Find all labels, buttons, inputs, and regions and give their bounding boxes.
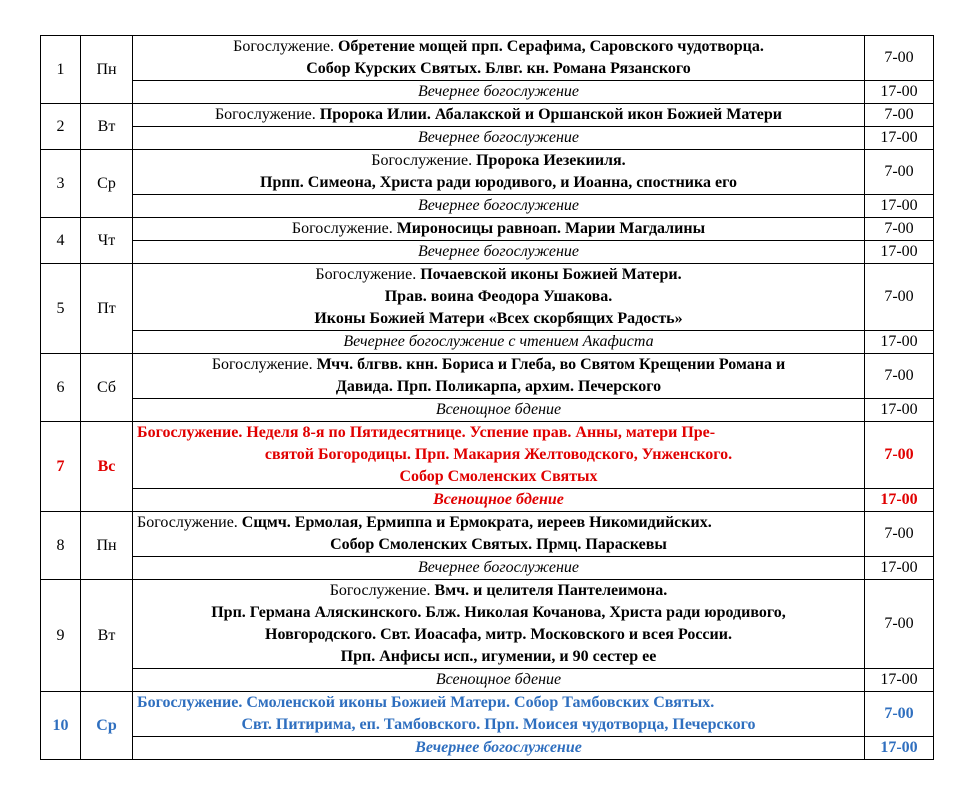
service-time: 7-00 — [865, 150, 934, 195]
evening-row-7 — [41, 489, 934, 512]
description-line — [137, 534, 860, 556]
feast-text: Обретение мощей прп. Серафима, Саровского чудотворца. — [337, 38, 764, 55]
description-line — [137, 264, 860, 286]
weekday: Ср — [81, 150, 133, 218]
evening-service: Всенощное бдение — [133, 399, 865, 422]
day-number: 2 — [41, 104, 81, 150]
evening-row-4 — [41, 241, 934, 264]
weekday: Ср — [81, 692, 133, 760]
evening-time: 17-00 — [865, 489, 934, 512]
evening-row-3 — [41, 195, 934, 218]
service-description — [133, 354, 865, 399]
description-line — [137, 218, 860, 240]
evening-service: Вечернее богослужение с чтением Акафиста — [133, 331, 865, 354]
service-prefix: Богослужение. — [137, 424, 247, 441]
service-description — [133, 218, 865, 241]
day-row-6 — [41, 354, 934, 399]
description-line — [137, 646, 860, 668]
evening-service: Вечернее богослужение — [133, 557, 865, 580]
feast-text: Новгородского. Свт. Иоасафа, митр. Московского и всея России. — [265, 626, 732, 643]
description-line — [137, 286, 860, 308]
weekday: Вс — [81, 422, 133, 512]
feast-text: Почаевской иконы Божией Матери. — [420, 266, 682, 283]
feast-text: Сщмч. Ермолая, Ермиппа и Ермократа, иереев Никомидийских. — [241, 514, 712, 531]
service-time: 7-00 — [865, 354, 934, 399]
day-number: 6 — [41, 354, 81, 422]
day-row-9 — [41, 580, 934, 669]
day-number: 7 — [41, 422, 81, 512]
evening-time: 17-00 — [865, 557, 934, 580]
day-row-4 — [41, 218, 934, 241]
service-description — [133, 580, 865, 669]
description-line — [137, 422, 860, 444]
service-time: 7-00 — [865, 104, 934, 127]
evening-service: Всенощное бдение — [133, 489, 865, 512]
day-row-1 — [41, 36, 934, 81]
service-prefix: Богослужение. — [329, 582, 435, 599]
service-time: 7-00 — [865, 512, 934, 557]
day-number: 1 — [41, 36, 81, 104]
feast-text: Собор Смоленских Святых — [399, 468, 598, 485]
evening-row-2 — [41, 127, 934, 150]
evening-service: Всенощное бдение — [133, 669, 865, 692]
service-time: 7-00 — [865, 580, 934, 669]
feast-text: Прпп. Симеона, Христа ради юродивого, и Иоанна, спостника его — [260, 174, 737, 191]
feast-text: Пророка Иезекииля. — [476, 152, 626, 169]
weekday: Вт — [81, 104, 133, 150]
evening-row-5 — [41, 331, 934, 354]
description-line — [137, 172, 860, 194]
description-line — [137, 354, 860, 376]
service-prefix: Богослужение. — [291, 220, 397, 237]
evening-row-9 — [41, 669, 934, 692]
schedule-table — [40, 35, 934, 760]
evening-service: Вечернее богослужение — [133, 127, 865, 150]
service-description — [133, 422, 865, 489]
evening-time: 17-00 — [865, 399, 934, 422]
description-line — [137, 36, 860, 58]
weekday: Вт — [81, 580, 133, 692]
weekday: Пн — [81, 512, 133, 580]
feast-text: Свт. Питирима, еп. Тамбовского. Прп. Моисея чудотворца, Печерского — [241, 716, 756, 733]
evening-row-8 — [41, 557, 934, 580]
day-row-7 — [41, 422, 934, 489]
feast-text: Иконы Божией Матери «Всех скорбящих Радость» — [314, 310, 683, 327]
service-description — [133, 264, 865, 331]
weekday: Пн — [81, 36, 133, 104]
evening-service: Вечернее богослужение — [133, 737, 865, 760]
description-line — [137, 602, 860, 624]
evening-row-10 — [41, 737, 934, 760]
service-prefix: Богослужение. — [315, 266, 421, 283]
description-line — [137, 466, 860, 488]
service-time: 7-00 — [865, 36, 934, 81]
evening-time: 17-00 — [865, 331, 934, 354]
evening-service: Вечернее богослужение — [133, 195, 865, 218]
weekday: Чт — [81, 218, 133, 264]
description-line — [137, 376, 860, 398]
day-number: 8 — [41, 512, 81, 580]
day-number: 10 — [41, 692, 81, 760]
service-time: 7-00 — [865, 422, 934, 489]
service-description — [133, 104, 865, 127]
feast-text: Прав. воина Феодора Ушакова. — [384, 288, 613, 305]
day-row-2 — [41, 104, 934, 127]
schedule-body — [41, 36, 934, 760]
feast-text: святой Богородицы. Прп. Макария Желтоводского, Унженского. — [264, 446, 733, 463]
day-number: 4 — [41, 218, 81, 264]
evening-time: 17-00 — [865, 241, 934, 264]
feast-text: Мироносицы равноап. Марии Магдалины — [396, 220, 706, 237]
service-prefix: Богослужение. — [211, 356, 317, 373]
service-prefix: Богослужение. — [371, 152, 477, 169]
day-number: 9 — [41, 580, 81, 692]
day-number: 3 — [41, 150, 81, 218]
service-prefix: Богослужение. — [137, 514, 242, 531]
weekday: Сб — [81, 354, 133, 422]
feast-text: Собор Курских Святых. Блвг. кн. Романа Рязанского — [306, 60, 691, 77]
service-description — [133, 512, 865, 557]
day-number: 5 — [41, 264, 81, 354]
description-line — [137, 58, 860, 80]
service-prefix: Богослужение. — [233, 38, 338, 55]
feast-text: Мчч. блгвв. кнн. Бориса и Глеба, во Святом Крещении Романа и — [316, 356, 786, 373]
description-line — [137, 714, 860, 736]
description-line — [137, 512, 860, 534]
feast-text: Прп. Анфисы исп., игумении, и 90 сестер ее — [340, 648, 657, 665]
evening-time: 17-00 — [865, 195, 934, 218]
service-time: 7-00 — [865, 218, 934, 241]
description-line — [137, 104, 860, 126]
service-description — [133, 692, 865, 737]
evening-time: 17-00 — [865, 81, 934, 104]
description-line — [137, 692, 860, 714]
feast-text: Смоленской иконы Божией Матери. Собор Тамбовских Святых. — [246, 694, 715, 711]
evening-time: 17-00 — [865, 127, 934, 150]
feast-text: Вмч. и целителя Пантелеимона. — [434, 582, 668, 599]
service-prefix: Богослужение. — [137, 694, 247, 711]
description-line — [137, 580, 860, 602]
service-time: 7-00 — [865, 264, 934, 331]
evening-time: 17-00 — [865, 669, 934, 692]
description-line — [137, 308, 860, 330]
service-time: 7-00 — [865, 692, 934, 737]
evening-row-6 — [41, 399, 934, 422]
feast-text: Прп. Германа Аляскинского. Блж. Николая Кочанова, Христа ради юродивого, — [211, 604, 786, 621]
feast-text: Пророка Илии. Абалакской и Оршанской икон Божией Матери — [319, 106, 783, 123]
day-row-8 — [41, 512, 934, 557]
evening-service: Вечернее богослужение — [133, 81, 865, 104]
service-prefix: Богослужение. — [214, 106, 320, 123]
weekday: Пт — [81, 264, 133, 354]
evening-row-1 — [41, 81, 934, 104]
evening-time: 17-00 — [865, 737, 934, 760]
feast-text: Неделя 8-я по Пятидесятнице. Успение прав. Анны, матери Пре- — [246, 424, 716, 441]
day-row-10 — [41, 692, 934, 737]
evening-service: Вечернее богослужение — [133, 241, 865, 264]
description-line — [137, 150, 860, 172]
service-description — [133, 36, 865, 81]
day-row-5 — [41, 264, 934, 331]
description-line — [137, 444, 860, 466]
feast-text: Давида. Прп. Поликарпа, архим. Печерского — [335, 378, 662, 395]
feast-text: Собор Смоленских Святых. Прмц. Параскевы — [330, 536, 667, 553]
description-line — [137, 624, 860, 646]
service-description — [133, 150, 865, 195]
day-row-3 — [41, 150, 934, 195]
